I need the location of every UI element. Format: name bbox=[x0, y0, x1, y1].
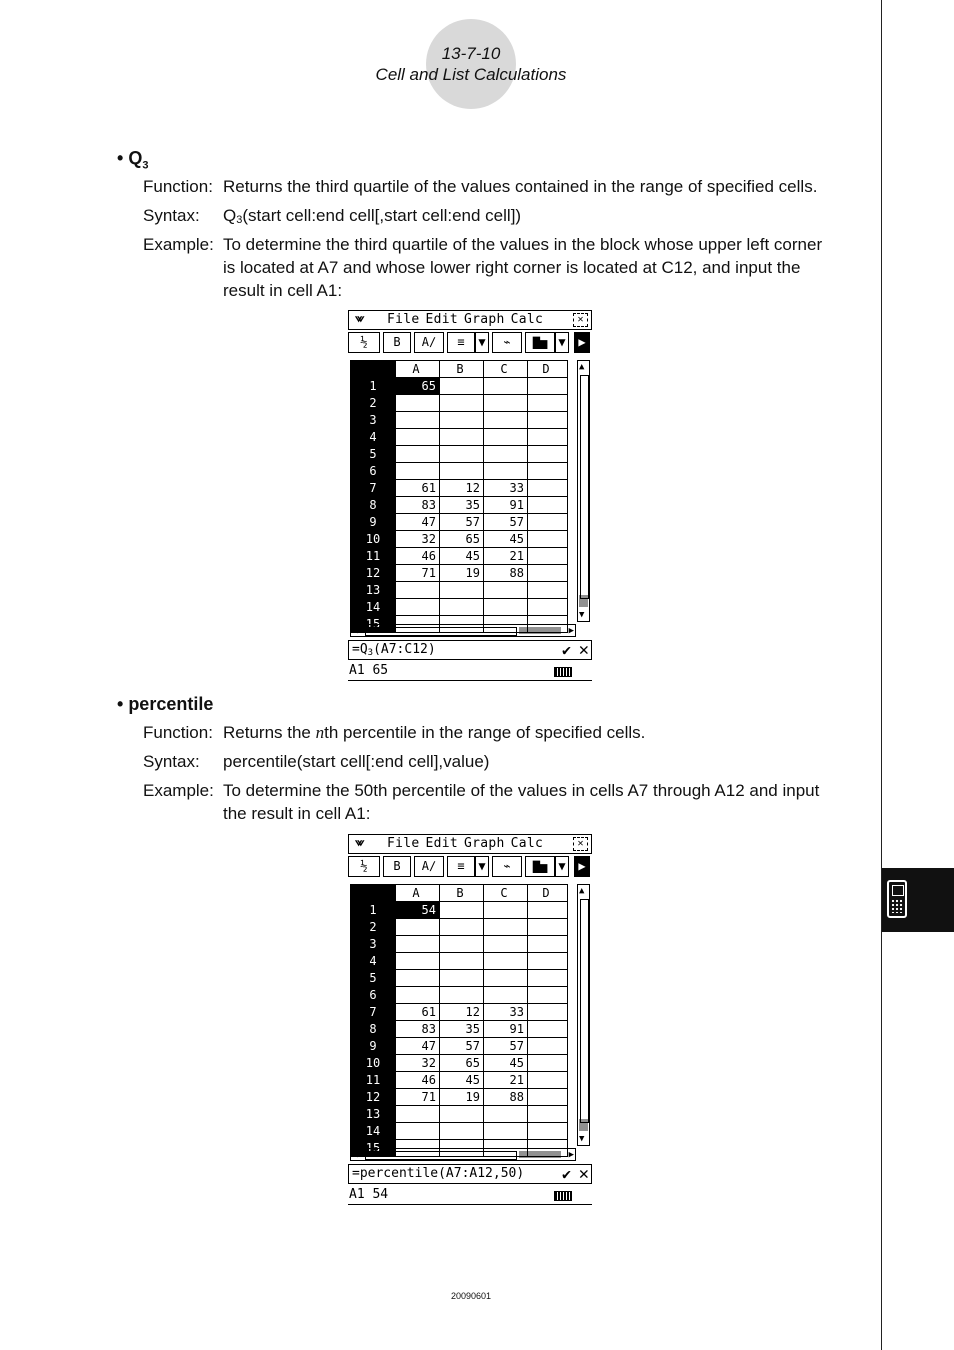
cell[interactable]: 71 bbox=[396, 565, 440, 582]
table-row bbox=[351, 902, 568, 919]
cell[interactable] bbox=[528, 582, 568, 599]
row-header[interactable]: 3 bbox=[351, 412, 396, 429]
cell[interactable]: 54 bbox=[396, 902, 440, 919]
cell[interactable] bbox=[484, 582, 528, 599]
cell[interactable]: 46 bbox=[396, 1072, 440, 1089]
cell[interactable] bbox=[484, 395, 528, 412]
function-label: Function: bbox=[143, 177, 213, 196]
column-header[interactable]: D bbox=[528, 885, 568, 902]
chapter-tab bbox=[882, 868, 954, 932]
cell[interactable] bbox=[528, 936, 568, 953]
scroll-down-icon[interactable]: ▼ bbox=[579, 1134, 585, 1144]
row-header[interactable]: 6 bbox=[351, 987, 396, 1004]
cell[interactable] bbox=[484, 970, 528, 987]
menu-bar bbox=[348, 834, 592, 854]
row-header[interactable]: 13 bbox=[351, 582, 396, 599]
cell[interactable] bbox=[528, 548, 568, 565]
table-row bbox=[351, 1055, 568, 1072]
example-row bbox=[143, 235, 822, 255]
scroll-down-icon[interactable]: ▼ bbox=[579, 610, 585, 620]
header-circle bbox=[426, 19, 516, 109]
graph-type-icon[interactable]: ▇▅ bbox=[525, 856, 555, 877]
cell[interactable] bbox=[440, 987, 484, 1004]
row-header[interactable]: 4 bbox=[351, 429, 396, 446]
cell[interactable]: 19 bbox=[440, 1089, 484, 1106]
table-row bbox=[351, 1021, 568, 1038]
example-line: is located at A7 and whose lower right corner is located at C12, and input the bbox=[223, 258, 801, 277]
cell[interactable]: 21 bbox=[484, 1072, 528, 1089]
row-header[interactable]: 14 bbox=[351, 1123, 396, 1140]
row-header[interactable]: 7 bbox=[351, 480, 396, 497]
cell[interactable] bbox=[528, 1004, 568, 1021]
chevron-down-icon[interactable]: ▼ bbox=[475, 856, 489, 877]
row-header[interactable]: 5 bbox=[351, 970, 396, 987]
cell[interactable]: 61 bbox=[396, 480, 440, 497]
row-header[interactable]: 13 bbox=[351, 1106, 396, 1123]
status-bar bbox=[348, 662, 592, 681]
row-header[interactable]: 3 bbox=[351, 936, 396, 953]
cell[interactable] bbox=[396, 987, 440, 1004]
scroll-track-pattern bbox=[579, 1119, 588, 1131]
scroll-thumb[interactable] bbox=[365, 627, 517, 636]
formula-text[interactable]: =percentile(A7:A12,50) bbox=[352, 1166, 525, 1181]
cell[interactable] bbox=[528, 514, 568, 531]
cell[interactable]: 83 bbox=[396, 497, 440, 514]
check-icon[interactable]: ✔ bbox=[561, 1165, 571, 1183]
cell[interactable] bbox=[484, 919, 528, 936]
horizontal-scrollbar[interactable] bbox=[350, 1148, 576, 1161]
cell[interactable]: 12 bbox=[440, 480, 484, 497]
battery-icon bbox=[554, 667, 572, 677]
cell[interactable] bbox=[396, 412, 440, 429]
text-style-icon[interactable]: A∕ bbox=[414, 332, 444, 353]
vertical-scrollbar[interactable] bbox=[577, 884, 590, 1146]
status-text: A1 65 bbox=[349, 663, 389, 678]
cell[interactable] bbox=[484, 446, 528, 463]
bold-button[interactable]: B bbox=[383, 856, 411, 877]
cell[interactable] bbox=[440, 378, 484, 395]
cell[interactable] bbox=[440, 395, 484, 412]
status-text: A1 54 bbox=[349, 1187, 389, 1202]
row-header[interactable]: 1 bbox=[351, 902, 396, 919]
cell[interactable]: 88 bbox=[484, 565, 528, 582]
cell[interactable] bbox=[484, 1123, 528, 1140]
chevron-down-icon[interactable]: ▼ bbox=[555, 856, 569, 877]
cell[interactable]: 83 bbox=[396, 1021, 440, 1038]
column-header-row bbox=[351, 885, 568, 902]
row-header[interactable]: 9 bbox=[351, 514, 396, 531]
cell[interactable] bbox=[440, 599, 484, 616]
cell[interactable]: 57 bbox=[440, 1038, 484, 1055]
column-header[interactable]: C bbox=[484, 361, 528, 378]
syntax-row bbox=[143, 752, 489, 772]
scroll-right-icon[interactable]: ▶ bbox=[574, 856, 590, 877]
cell[interactable]: 45 bbox=[440, 1072, 484, 1089]
scroll-track-pattern bbox=[519, 627, 561, 634]
table-row bbox=[351, 514, 568, 531]
cell[interactable]: 33 bbox=[484, 1004, 528, 1021]
corner-cell[interactable] bbox=[351, 361, 396, 378]
function-text: Returns the nth percentile in the range of specified cells. bbox=[223, 723, 646, 742]
page-number: 13-7-10 bbox=[441, 44, 501, 63]
cell[interactable] bbox=[528, 1055, 568, 1072]
row-header[interactable]: 2 bbox=[351, 395, 396, 412]
close-icon[interactable]: ✕ bbox=[573, 313, 588, 327]
cell[interactable] bbox=[440, 902, 484, 919]
table-row bbox=[351, 987, 568, 1004]
cell[interactable] bbox=[484, 378, 528, 395]
cell[interactable] bbox=[528, 412, 568, 429]
cell[interactable] bbox=[484, 412, 528, 429]
formula-entry-bar[interactable] bbox=[348, 640, 592, 660]
cell[interactable] bbox=[440, 1106, 484, 1123]
row-header[interactable]: 10 bbox=[351, 1055, 396, 1072]
cell[interactable] bbox=[396, 1106, 440, 1123]
cell[interactable]: 65 bbox=[396, 378, 440, 395]
column-header[interactable]: B bbox=[440, 361, 484, 378]
cell[interactable] bbox=[484, 953, 528, 970]
scroll-up-icon[interactable]: ▲ bbox=[579, 886, 585, 896]
table-row bbox=[351, 378, 568, 395]
toolbar bbox=[348, 856, 592, 879]
cell[interactable] bbox=[396, 582, 440, 599]
cell[interactable]: 71 bbox=[396, 1089, 440, 1106]
row-header[interactable]: 12 bbox=[351, 565, 396, 582]
function-text: Returns the third quartile of the values contained in the range of specified cells. bbox=[223, 177, 818, 196]
cell[interactable]: 61 bbox=[396, 1004, 440, 1021]
cell[interactable] bbox=[396, 919, 440, 936]
cell[interactable] bbox=[440, 582, 484, 599]
cell[interactable]: 45 bbox=[484, 1055, 528, 1072]
calculator-screenshot bbox=[348, 834, 592, 1206]
cell[interactable] bbox=[528, 1021, 568, 1038]
table-row bbox=[351, 1038, 568, 1055]
cell[interactable]: 33 bbox=[484, 480, 528, 497]
table-row bbox=[351, 531, 568, 548]
column-header[interactable]: B bbox=[440, 885, 484, 902]
cell[interactable]: 65 bbox=[440, 1055, 484, 1072]
chapter-title: Cell and List Calculations bbox=[375, 65, 567, 84]
table-row bbox=[351, 936, 568, 953]
battery-icon bbox=[554, 1191, 572, 1201]
example-line: To determine the 50th percentile of the values in cells A7 through A12 and input bbox=[223, 781, 820, 800]
row-header[interactable]: 15 bbox=[351, 616, 396, 633]
text-style-icon[interactable]: A∕ bbox=[414, 856, 444, 877]
column-header-row bbox=[351, 361, 568, 378]
cell[interactable] bbox=[528, 497, 568, 514]
horizontal-scrollbar[interactable] bbox=[350, 624, 576, 637]
menu-bar bbox=[348, 310, 592, 330]
cell[interactable] bbox=[440, 919, 484, 936]
cell[interactable] bbox=[484, 902, 528, 919]
table-row bbox=[351, 599, 568, 616]
footer-code: 20090601 bbox=[450, 1291, 492, 1301]
app-menu-icon[interactable]: ⩖ bbox=[355, 835, 365, 849]
cell[interactable] bbox=[440, 953, 484, 970]
cell[interactable] bbox=[484, 936, 528, 953]
menu-items bbox=[387, 836, 549, 851]
scroll-right-icon[interactable]: ▶ bbox=[574, 332, 590, 353]
scroll-left-icon[interactable]: ◀ bbox=[352, 1150, 358, 1160]
cell[interactable]: 57 bbox=[440, 514, 484, 531]
row-header[interactable]: 5 bbox=[351, 446, 396, 463]
table-row bbox=[351, 497, 568, 514]
section-heading-percentile: • percentile bbox=[117, 694, 214, 714]
row-header[interactable]: 10 bbox=[351, 531, 396, 548]
spreadsheet-grid bbox=[348, 884, 592, 1155]
status-bar bbox=[348, 1186, 592, 1205]
cell[interactable] bbox=[528, 919, 568, 936]
scroll-up-icon[interactable]: ▲ bbox=[579, 362, 585, 372]
table-row bbox=[351, 1089, 568, 1106]
cell[interactable] bbox=[528, 599, 568, 616]
cell[interactable]: 45 bbox=[440, 548, 484, 565]
table-row bbox=[351, 582, 568, 599]
menu-item[interactable]: Calc bbox=[510, 836, 544, 851]
cell[interactable] bbox=[528, 953, 568, 970]
row-header[interactable]: 2 bbox=[351, 919, 396, 936]
scroll-track-pattern bbox=[519, 1151, 561, 1158]
scroll-right-icon[interactable]: ▶ bbox=[568, 626, 574, 636]
spreadsheet-grid bbox=[348, 360, 592, 631]
calculator-icon bbox=[887, 880, 907, 918]
cell[interactable] bbox=[440, 1123, 484, 1140]
row-header[interactable]: 11 bbox=[351, 1072, 396, 1089]
cell[interactable] bbox=[440, 412, 484, 429]
menu-items bbox=[387, 312, 549, 327]
cell[interactable] bbox=[396, 936, 440, 953]
syntax-text: percentile(start cell[:end cell],value) bbox=[223, 752, 490, 771]
cell[interactable]: 47 bbox=[396, 514, 440, 531]
menu-item[interactable]: Edit bbox=[425, 836, 459, 851]
cell[interactable] bbox=[528, 1123, 568, 1140]
syntax-row bbox=[143, 206, 521, 226]
scroll-thumb[interactable] bbox=[365, 1151, 517, 1160]
row-header[interactable]: 4 bbox=[351, 953, 396, 970]
table-row bbox=[351, 446, 568, 463]
cell[interactable]: 65 bbox=[440, 531, 484, 548]
cell[interactable] bbox=[396, 429, 440, 446]
cell[interactable] bbox=[440, 446, 484, 463]
table-row bbox=[351, 463, 568, 480]
cell-table bbox=[350, 360, 568, 633]
table-row bbox=[351, 480, 568, 497]
example-row bbox=[143, 781, 819, 801]
table-row bbox=[351, 395, 568, 412]
scroll-right-icon[interactable]: ▶ bbox=[568, 1150, 574, 1160]
cell[interactable] bbox=[528, 463, 568, 480]
cell[interactable] bbox=[396, 446, 440, 463]
menu-item[interactable]: File bbox=[387, 836, 420, 851]
column-header[interactable]: D bbox=[528, 361, 568, 378]
row-header[interactable]: 1 bbox=[351, 378, 396, 395]
syntax-label: Syntax: bbox=[143, 206, 200, 225]
cell-table bbox=[350, 884, 568, 1157]
example-line: the result in cell A1: bbox=[223, 804, 371, 823]
cell[interactable] bbox=[484, 599, 528, 616]
toolbar bbox=[348, 332, 592, 355]
row-header[interactable]: 8 bbox=[351, 497, 396, 514]
cell[interactable] bbox=[396, 395, 440, 412]
scroll-track-pattern bbox=[579, 595, 588, 607]
cell[interactable] bbox=[528, 429, 568, 446]
table-row bbox=[351, 1106, 568, 1123]
table-row bbox=[351, 565, 568, 582]
cell[interactable]: 32 bbox=[396, 531, 440, 548]
formula-entry-bar[interactable] bbox=[348, 1164, 592, 1184]
cell[interactable] bbox=[528, 395, 568, 412]
cell[interactable] bbox=[396, 1123, 440, 1140]
column-header[interactable]: A bbox=[396, 885, 440, 902]
cell[interactable]: 45 bbox=[484, 531, 528, 548]
graph-type-icon[interactable]: ▇▅ bbox=[525, 332, 555, 353]
table-row bbox=[351, 1072, 568, 1089]
cell[interactable]: 12 bbox=[440, 1004, 484, 1021]
cancel-icon[interactable]: ✕ bbox=[578, 640, 589, 660]
scroll-left-icon[interactable]: ◀ bbox=[352, 626, 358, 636]
cell[interactable] bbox=[528, 1072, 568, 1089]
cell[interactable] bbox=[528, 902, 568, 919]
align-icon[interactable]: ≡ bbox=[447, 332, 475, 353]
cell[interactable] bbox=[528, 378, 568, 395]
view-window-icon[interactable]: ⌁ bbox=[492, 856, 522, 877]
cell[interactable] bbox=[440, 429, 484, 446]
cell[interactable] bbox=[484, 987, 528, 1004]
close-icon[interactable]: ✕ bbox=[573, 837, 588, 851]
cell[interactable] bbox=[528, 531, 568, 548]
cell[interactable] bbox=[528, 565, 568, 582]
cell[interactable] bbox=[484, 463, 528, 480]
chevron-down-icon[interactable]: ▼ bbox=[555, 332, 569, 353]
cell[interactable] bbox=[528, 970, 568, 987]
fraction-format-icon[interactable]: ½ bbox=[348, 332, 380, 353]
cell[interactable]: 91 bbox=[484, 1021, 528, 1038]
function-label: Function: bbox=[143, 723, 213, 742]
check-icon[interactable]: ✔ bbox=[561, 641, 571, 659]
cell[interactable]: 57 bbox=[484, 514, 528, 531]
cancel-icon[interactable]: ✕ bbox=[578, 1164, 589, 1184]
cell[interactable]: 19 bbox=[440, 565, 484, 582]
syntax-label: Syntax: bbox=[143, 752, 200, 771]
cell[interactable] bbox=[484, 1106, 528, 1123]
cell[interactable] bbox=[440, 970, 484, 987]
example-label: Example: bbox=[143, 781, 214, 800]
example-label: Example: bbox=[143, 235, 214, 254]
cell[interactable] bbox=[528, 1038, 568, 1055]
cell[interactable]: 88 bbox=[484, 1089, 528, 1106]
table-row bbox=[351, 970, 568, 987]
row-header[interactable]: 8 bbox=[351, 1021, 396, 1038]
menu-item[interactable]: Graph bbox=[464, 836, 505, 851]
chevron-down-icon[interactable]: ▼ bbox=[475, 332, 489, 353]
row-header[interactable]: 11 bbox=[351, 548, 396, 565]
scroll-thumb[interactable] bbox=[580, 899, 589, 1123]
table-row bbox=[351, 1123, 568, 1140]
table-row bbox=[351, 429, 568, 446]
fraction-format-icon[interactable]: ½ bbox=[348, 856, 380, 877]
row-header[interactable]: 9 bbox=[351, 1038, 396, 1055]
cell[interactable] bbox=[440, 936, 484, 953]
row-header[interactable]: 6 bbox=[351, 463, 396, 480]
cell[interactable]: 57 bbox=[484, 1038, 528, 1055]
table-row bbox=[351, 1004, 568, 1021]
row-header[interactable]: 14 bbox=[351, 599, 396, 616]
syntax-text: $Q_3(start$ cell:end cell[,start cell:end cell]) bbox=[223, 206, 522, 226]
cell[interactable]: 32 bbox=[396, 1055, 440, 1072]
cell[interactable]: 35 bbox=[440, 1021, 484, 1038]
menu-item[interactable]: File bbox=[387, 312, 420, 327]
calculator-screenshot bbox=[348, 310, 592, 682]
function-row bbox=[143, 723, 645, 743]
row-header[interactable]: 15 bbox=[351, 1140, 396, 1157]
row-header[interactable]: 12 bbox=[351, 1089, 396, 1106]
cell[interactable]: 35 bbox=[440, 497, 484, 514]
function-row bbox=[143, 177, 817, 197]
table-row bbox=[351, 412, 568, 429]
cell[interactable] bbox=[484, 429, 528, 446]
section-heading-q3: • $Q_3$ bbox=[117, 148, 149, 172]
menu-item[interactable]: Edit bbox=[425, 312, 459, 327]
cell[interactable] bbox=[528, 1089, 568, 1106]
cell[interactable] bbox=[528, 1106, 568, 1123]
row-header[interactable]: 7 bbox=[351, 1004, 396, 1021]
cell[interactable] bbox=[396, 599, 440, 616]
cell[interactable] bbox=[528, 446, 568, 463]
cell[interactable]: 47 bbox=[396, 1038, 440, 1055]
table-row bbox=[351, 953, 568, 970]
vertical-scrollbar[interactable] bbox=[577, 360, 590, 622]
align-icon[interactable]: ≡ bbox=[447, 856, 475, 877]
cell[interactable] bbox=[396, 953, 440, 970]
cell[interactable] bbox=[396, 463, 440, 480]
bold-button[interactable]: B bbox=[383, 332, 411, 353]
view-window-icon[interactable]: ⌁ bbox=[492, 332, 522, 353]
cell[interactable] bbox=[528, 480, 568, 497]
app-menu-icon[interactable]: ⩖ bbox=[355, 311, 365, 325]
menu-item[interactable]: Graph bbox=[464, 312, 505, 327]
cell[interactable] bbox=[440, 463, 484, 480]
example-line: To determine the third quartile of the values in the block whose upper left corner bbox=[223, 235, 823, 254]
menu-item[interactable]: Calc bbox=[510, 312, 544, 327]
cell[interactable]: 21 bbox=[484, 548, 528, 565]
cell[interactable] bbox=[396, 970, 440, 987]
table-row bbox=[351, 548, 568, 565]
example-line: result in cell A1: bbox=[223, 281, 343, 300]
column-header[interactable]: A bbox=[396, 361, 440, 378]
cell[interactable] bbox=[528, 987, 568, 1004]
cell[interactable]: 46 bbox=[396, 548, 440, 565]
right-margin-rule bbox=[881, 0, 882, 1350]
formula-text[interactable]: $=Q_3(A7:C12)$ bbox=[352, 642, 436, 658]
corner-cell[interactable] bbox=[351, 885, 396, 902]
scroll-thumb[interactable] bbox=[580, 375, 589, 599]
column-header[interactable]: C bbox=[484, 885, 528, 902]
cell[interactable]: 91 bbox=[484, 497, 528, 514]
table-row bbox=[351, 919, 568, 936]
